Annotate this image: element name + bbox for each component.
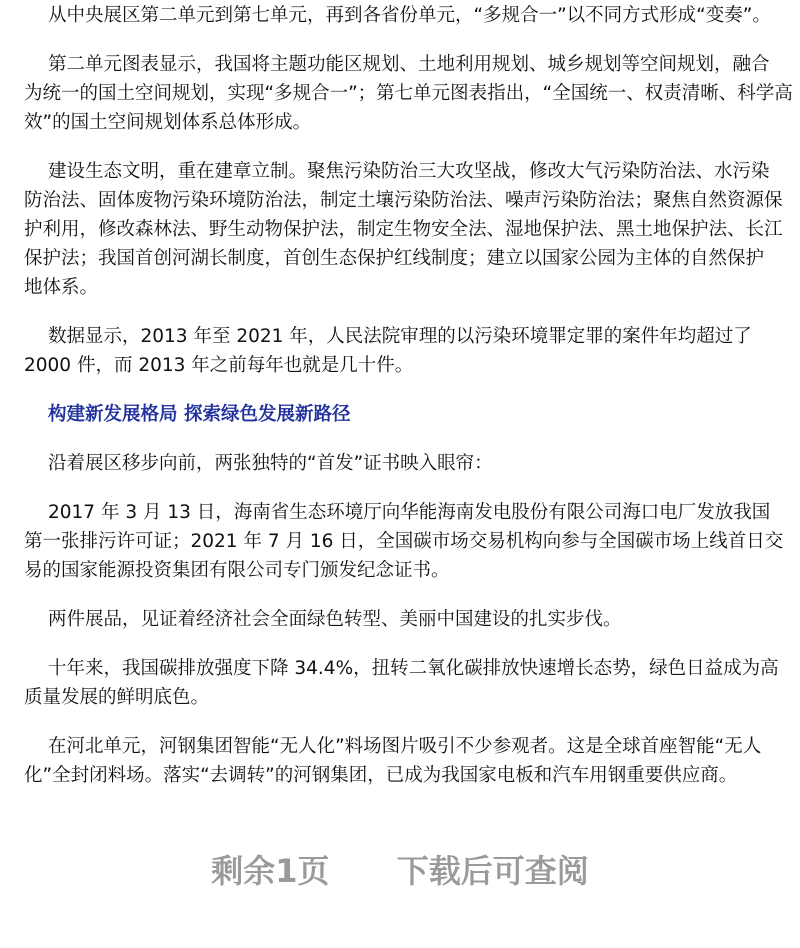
text-line: 在河北单元，河钢集团智能“无人化”料场图片吸引不少参观者。这是全球首座智能“无人 (48, 736, 762, 757)
text-line: 数据显示，2013 年至 2021 年，人民法院审理的以污染环境罪定罪的案件年均超过了 (48, 326, 752, 347)
text-line: 沿着展区移步向前，两张独特的“首发”证书映入眼帘： (48, 453, 493, 474)
text-line: 地体系。 (24, 277, 99, 298)
download-prompt[interactable] (0, 846, 800, 892)
text-line: 2017 年 3 月 13 日，海南省生态环境厅向华能海南发电股份有限公司海口电厂发放我国 (48, 502, 771, 523)
remaining-pages-label: 剩余1页 (211, 852, 330, 890)
paragraph (24, 654, 784, 712)
paragraph (24, 50, 793, 137)
text-line: 保护法；我国首创河湖长制度，首创生态保护红线制度；建立以国家公园为主体的自然保护 (24, 248, 765, 269)
text-line: 为统一的国土空间规划，实现“多规合一”；第七单元图表指出，“全国统一、权责清晰、科学高 (24, 83, 793, 104)
text-line: 护利用，修改森林法、野生动物保护法，制定生物安全法、湿地保护法、黑土地保护法、长江 (24, 219, 783, 240)
text-line: 第一张排污许可证；2021 年 7 月 16 日，全国碳市场交易机构向参与全国碳市场上线首日交 (24, 531, 784, 552)
text-line: 质量发展的鲜明底色。 (24, 687, 210, 708)
text-line: 效”的国土空间规划体系总体形成。 (24, 112, 312, 133)
paragraph (24, 449, 784, 478)
article-body (24, 1, 793, 810)
paragraph (24, 322, 784, 380)
text-line: 防治法、固体废物污染环境防治法，制定土壤污染防治法、噪声污染防治法；聚焦自然资源保 (24, 190, 783, 211)
paragraph (24, 498, 784, 585)
text-line: 易的国家能源投资集团有限公司专门颁发纪念证书。 (24, 560, 450, 581)
download-to-view-label[interactable]: 下载后可查阅 (396, 852, 589, 890)
paragraph (24, 157, 784, 302)
text-line: 从中央展区第二单元到第七单元，再到各省份单元，“多规合一”以不同方式形成“变奏”。 (48, 5, 771, 26)
text-line: 建设生态文明，重在建章立制。聚焦污染防治三大攻坚战，修改大气污染防治法、水污染 (48, 161, 770, 182)
text-line: 2000 件，而 2013 年之前每年也就是几十件。 (24, 355, 414, 376)
text-line: 两件展品，见证着经济社会全面绿色转型、美丽中国建设的扎实步伐。 (48, 609, 622, 630)
paragraph (24, 605, 784, 634)
text-line: 化”全封闭料场。落实“去调转”的河钢集团，已成为我国家电板和汽车用钢重要供应商。 (24, 765, 738, 786)
paragraph (24, 732, 784, 790)
section-heading: 构建新发展格局 探索绿色发展新路径 (48, 404, 351, 425)
paragraph (24, 1, 784, 30)
text-line: 十年来，我国碳排放强度下降 34.4%，扭转二氧化碳排放快速增长态势，绿色日益成为高 (48, 658, 779, 679)
text-line: 第二单元图表显示，我国将主题功能区规划、土地利用规划、城乡规划等空间规划，融合 (48, 54, 770, 75)
